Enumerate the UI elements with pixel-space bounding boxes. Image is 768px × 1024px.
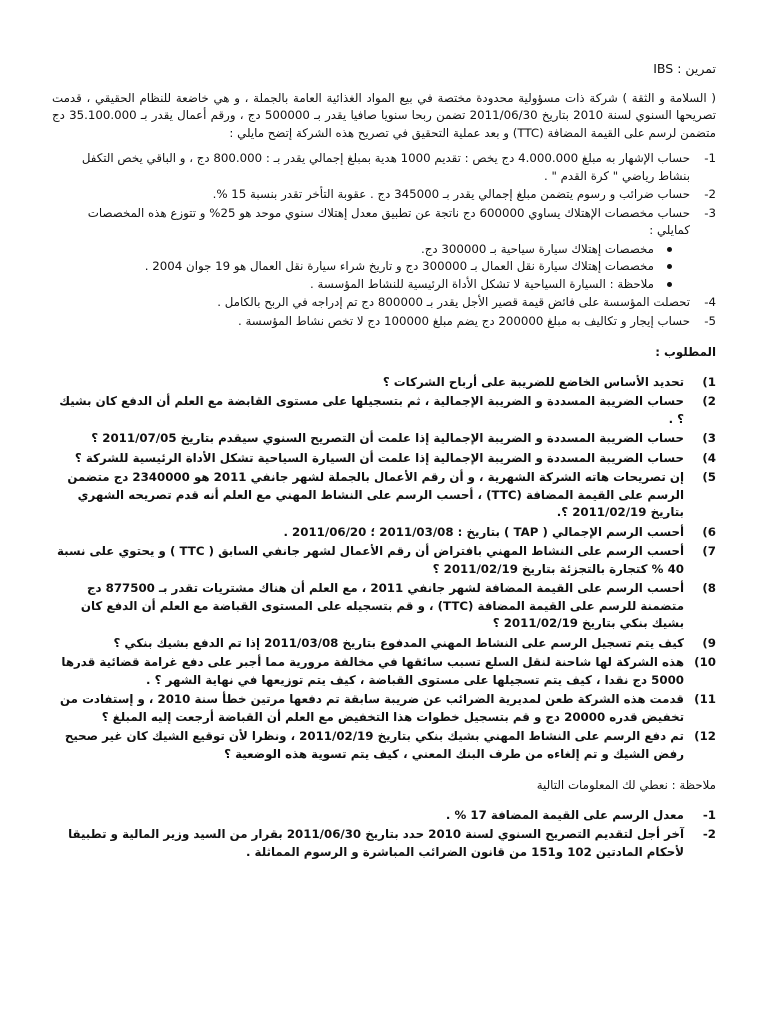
question-text: تحديد الأساس الخاضع للضريبة على أرباح الشركات ؟ [382,374,684,389]
question-text: حساب الضريبة المسددة و الضريبة الإجمالية ، ثم بتسجيلها على مستوى القابضة مع العلم أن الدفع كان بشيك ؟ . [59,394,684,426]
question-number: 10) [694,655,716,669]
bullet-item [52,241,690,259]
note-text: معدل الرسم على القيمة المضافة 17 % . [445,807,684,822]
question-text: قدمت هذه الشركة طعن لمديرية الضرائب عن ضريبة سابقة تم دفعها مرتين خطأ سنة 2010 ، و إستفادت من تخفيض قدره 20000 دج و قم بتسجيل خطوات هذا التخفيض مع العلم أن القباضة أرجعت إليه المبلغ ؟ [60,692,684,724]
question-text: أحسب الرسم على النشاط المهني بافتراض أن رقم الأعمال لشهر جانفي السابق ( TTC ) و يحتوي على نسبة 40 % كتجارة بالتجزئة بتاريخ 2011/02/19 ؟ [57,544,684,576]
question-item [52,450,716,468]
required-heading: المطلوب : [655,345,716,359]
question-number: 2) [702,394,716,408]
fact-number: 2- [704,187,716,201]
fact-number: 3- [704,205,716,220]
fact-number: 4- [704,295,716,309]
fact-item [52,150,716,185]
fact-number: 1- [704,151,716,165]
bullet-text: مخصصات إهتلاك سيارة سياحية بـ 300000 دج. [421,241,654,256]
question-text: حساب الضريبة المسددة و الضريبة الإجمالية إذا علمت أن السيارة السياحية تشكل الأداة الرئيسية للشركة ؟ [74,450,684,465]
question-item [52,635,716,653]
question-text: أحسب الرسم الإجمالي ( TAP ) بتاريخ : 2011/03/08 ؛ 2011/06/20 . [283,524,684,539]
question-number: 7) [702,544,716,558]
bullet-icon [667,282,672,287]
question-number: 4) [702,450,716,465]
question-text: أحسب الرسم على القيمة المضافة لشهر جانفي 2011 ، مع العلم أن هناك مشتريات تقدر بـ 877500 دج متضمنة للرسم على القيمة المضافة (TTC) ، و قم بتسجيله على المستوى القباضة مع العلم أن الدفع كان بشيك بنكي بتاريخ 2011/02/19 ؟ [80,581,684,630]
fact-number: 5- [704,313,716,328]
fact-text: تحصلت المؤسسة على فائض قيمة قصير الأجل يقدر بـ 800000 دج تم إدراجه في الربح بالكامل . [217,295,690,309]
question-number: 12) [694,729,716,743]
question-text: إن تصريحات هاته الشركة الشهرية ، و أن رقم الأعمال بالجملة لشهر جانفي 2011 هو 2340000 دج متضمن الرسم على القيمة المضافة (TTC) ، أحسب الرسم على النشاط المهني مع العلم أنه قدم تصريحه الشهري بتاريخ 2011/02/19 ؟. [67,470,684,519]
fact-item [52,294,716,312]
note-number: 2- [702,827,716,841]
bullet-item [52,258,690,276]
bullet-text: ملاحظة : السيارة السياحية لا تشكل الأداة الرئيسية للنشاط المؤسسة . [310,276,654,291]
fact-text: حساب مخصصات الإهتلاك يساوي 600000 دج ناتجة عن تطبيق معدل إهتلاك سنوي موحد هو 25% و تتوزع هذه المخصصات كمايلي : [87,205,690,237]
question-number: 3) [702,431,716,445]
fact-text: حساب إيجار و تكاليف به مبلغ 200000 دج يضم مبلغ 100000 دج لا تخص نشاط المؤسسة . [237,313,690,328]
question-number: 11) [694,692,716,706]
question-item [52,691,716,726]
question-item [52,393,716,428]
question-item [52,469,716,522]
note-heading: ملاحظة : نعطي لك المعلومات التالية [536,778,716,792]
note-text: آخر أجل لتقديم التصريح السنوي لسنة 2010 حدد بتاريخ 2011/06/30 بقرار من السيد وزير المالية و تطبيقا لأحكام المادتين 102 و151 من قانون الضرائب المباشرة و الرسوم المماثلة . [68,827,684,859]
question-item [52,728,716,763]
question-item [52,654,716,689]
bullet-icon [667,264,672,269]
exercise-title: تمرين : IBS [653,61,716,76]
depreciation-bullets [52,241,716,294]
note-number: 1- [702,807,716,822]
question-number: 8) [702,581,716,595]
fact-item [52,186,716,204]
bullet-icon [667,247,672,252]
question-text: حساب الضريبة المسددة و الضريبة الإجمالية إذا علمت أن التصريح السنوي سيقدم بتاريخ 2011/07/05 ؟ [91,431,684,445]
question-text: كيف يتم تسجيل الرسم على النشاط المهني المدفوع بتاريخ 2011/03/08 إذا تم الدفع بشيك بنكي ؟ [113,635,684,650]
question-text: تم دفع الرسم على النشاط المهني بشيك بنكي بتاريخ 2011/02/19 ، ونظرا لأن توقيع الشيك كان غير صحيح رفض الشيك و تم إلغاءه من طرف البنك المعني ، كيف يتم تسوية هذه الوضعية ؟ [64,729,684,761]
intro-paragraph: ( السلامة و الثقة ) شركة ذات مسؤولية محدودة مختصة في بيع المواد الغذائية العامة بالجملة ، و هي خاضعة للنظام الحقيقي ، قدمت تصريحها السنوي لسنة 2010 بتاريخ 2011/06/30 تضمن ربحا سنويا صافيا يقدر بـ 500000 دج ، ورقم أعمال يقدر بـ 35.100.000 دج متضمن لرسم على القيمة المضافة (TTC) و بعد عملية التحقيق في تصريح هذه الشركة إتضح مايلي : [52,90,717,140]
question-number: 1) [702,374,716,389]
question-item [52,374,716,392]
bullet-item [52,276,690,294]
question-item [52,543,716,578]
question-item [52,430,716,448]
question-text: هذه الشركة لها شاحنة لنقل السلع تسبب سائقها في مخالفة مرورية مما أجبر على دفع غرامة قضائية قدرها 5000 دج نقدا ، كيف يتم تسجيلها على مستوى القباضة ، كيف يتم توزيعها في نهاية الشهر ؟ . [61,655,684,687]
note-item [52,807,716,825]
fact-text: حساب الإشهار به مبلغ 4.000.000 دج يخص : تقديم 1000 هدية بمبلغ إجمالي يقدر بـ : 800.000 دج ، و الباقي يخص التكفل بنشاط رياضي " كرة القدم " . [81,151,690,183]
bullet-text: مخصصات إهتلاك سيارة نقل العمال بـ 300000 دج و تاريخ شراء سيارة نقل العمال هو 19 جوان 2004 . [144,259,654,273]
question-number: 5) [702,470,716,484]
note-item [52,826,716,861]
fact-text: حساب ضرائب و رسوم يتضمن مبلغ إجمالي يقدر بـ 345000 دج . عقوبة التأخر تقدر بنسبة 15 %. [212,187,690,201]
question-number: 6) [702,524,716,539]
questions-list [52,374,716,764]
facts-list-continued [52,294,716,330]
facts-list [52,150,716,240]
question-item [52,580,716,633]
question-number: 9) [702,635,716,650]
notes-list [52,807,716,862]
fact-item [52,205,716,240]
fact-item [52,313,716,331]
question-item [52,524,716,542]
